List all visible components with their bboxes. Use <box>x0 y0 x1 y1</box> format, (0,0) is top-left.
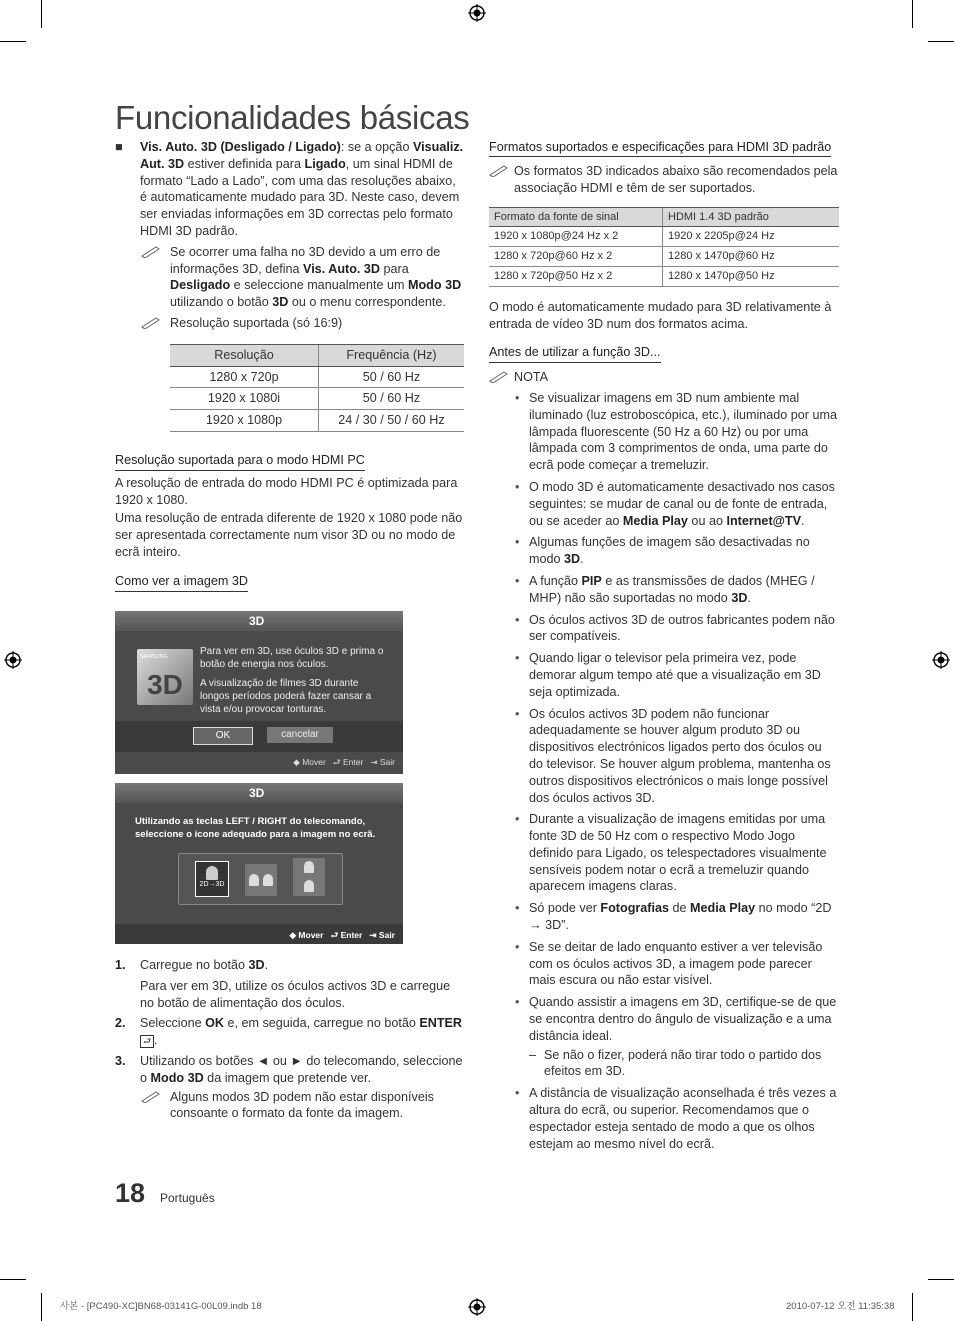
text-bold: OK <box>205 1016 224 1031</box>
step-3-note <box>140 1089 465 1123</box>
text: A função <box>529 573 582 588</box>
text: NOTA <box>514 370 549 385</box>
enter-icon: ⮐ <box>140 1035 154 1048</box>
text: para <box>380 261 409 276</box>
crop-mark <box>41 0 42 28</box>
text: e as transmissões de dados (MHEG / MHP) não são suportadas no modo <box>529 573 815 605</box>
crop-mark <box>912 1293 913 1321</box>
enter-icon: ⮐ <box>332 757 341 767</box>
note-resolution <box>115 315 465 332</box>
list-item <box>489 994 839 1080</box>
list-item <box>489 811 839 895</box>
section-heading: Antes de utilizar a função 3D... <box>489 344 661 363</box>
step-number: 1. <box>115 958 126 972</box>
person-icon <box>263 874 273 886</box>
text: Utilizando os botões ◄ ou ► do telecomando, seleccione o <box>140 1053 463 1085</box>
step-1 <box>115 957 465 1011</box>
vis-auto-paragraph <box>115 139 465 240</box>
page-language: Português <box>160 1191 215 1205</box>
osd-nav-bar <box>290 929 396 942</box>
crop-mark <box>912 0 913 28</box>
nav-move-label: Mover <box>302 757 326 767</box>
text-bold: Vis. Auto. 3D <box>303 261 380 276</box>
text: Só pode ver <box>529 901 601 916</box>
osd-title: 3D <box>115 611 403 631</box>
table-row <box>489 227 839 247</box>
column-header: HDMI 1.4 3D padrão <box>663 207 840 227</box>
note-pencil-icon <box>489 164 509 177</box>
osd-text: Utilizando as teclas LEFT / RIGHT do telecomando, seleccione o ícone adequado para a imagem no ecrã. <box>135 816 376 840</box>
table-cell: 50 / 60 Hz <box>319 388 465 410</box>
text: A distância de visualização aconselhada é três vezes a altura do ecrã, ou superior. Recomendamos que o espectador esteja sentado de modo a que os olhos estejam ao mesmo nível do ecrã. <box>529 1086 837 1151</box>
table-cell: 24 / 30 / 50 / 60 Hz <box>319 410 465 432</box>
table-cell: 1920 x 1080p@24 Hz x 2 <box>489 227 663 247</box>
column-header: Frequência (Hz) <box>319 344 465 366</box>
table-cell: 1280 x 720p <box>170 366 319 388</box>
text: , um sinal HDMI de formato “Lado a Lado”, com uma das resoluções abaixo, é automaticamente mudado para 3D. Neste caso, devem ser enviadas informações em 3D correctas pelo formato HDMI 3D padrão. <box>140 156 460 238</box>
text-bold: Ligado <box>304 156 346 171</box>
note-pencil-icon <box>141 1090 161 1103</box>
table-header-row <box>170 344 464 366</box>
text-bold: 3D <box>731 590 748 605</box>
print-date: 2010-07-12 오전 11:35:38 <box>786 1301 895 1312</box>
text: ou ao <box>687 513 727 528</box>
list-item <box>489 479 839 529</box>
step-3 <box>115 1053 465 1122</box>
table-cell: 1280 x 720p@50 Hz x 2 <box>489 266 663 286</box>
text: e, em seguida, carregue no botão <box>224 1016 420 1031</box>
crop-mark <box>928 41 954 42</box>
note-3d-error <box>115 244 465 311</box>
section-heading: Resolução suportada para o modo HDMI PC <box>115 452 365 471</box>
person-icon <box>304 880 314 892</box>
text: de <box>669 901 691 916</box>
nota-label <box>489 369 839 386</box>
nav-enter-label: Enter <box>340 930 363 940</box>
note-pencil-icon <box>141 245 161 258</box>
text: Durante a visualização de imagens emitidas por uma fonte 3D de 50 Hz com o respectivo Modo Jogo definido para Ligado, os telespectadores visualmente sensíveis podem notar o ecrã a tremeluzir quando aparecem imagens claras. <box>529 812 827 894</box>
paragraph: Uma resolução de entrada diferente de 1920 x 1080 pode não ser apresentada correctamente num visor 3D ou no modo de ecrã inteiro. <box>115 511 463 559</box>
text: : se a opção <box>340 140 410 154</box>
exit-icon: ⇥ <box>369 930 377 940</box>
step-number: 3. <box>115 1053 126 1068</box>
text: ou o menu correspondente. <box>288 295 446 310</box>
text-bold: PIP <box>581 573 602 588</box>
text: Resolução suportada (só 16:9) <box>170 315 343 330</box>
text: Se ocorrer uma falha no 3D devido a um erro de informações 3D, defina <box>170 244 441 276</box>
table-cell: 1280 x 1470p@50 Hz <box>663 266 840 286</box>
dash-icon: – <box>529 1047 537 1062</box>
text: Os óculos activos 3D podem não funcionar adequadamente se houver algum produto 3D ou dispositivos electrónicos ligados perto dos óculos ou do televisor. Se houver algum problema, mantenha os outros dispositivos electrónicos o mais longe possível dos óculos activos 3D. <box>529 706 831 805</box>
move-arrows-icon: ◆ <box>289 930 297 940</box>
move-arrows-icon: ◆ <box>293 757 300 767</box>
text-bold: Desligado <box>170 278 231 293</box>
nav-exit-label: Sair <box>379 757 395 767</box>
hdmi-format-table <box>489 207 839 287</box>
square-bullet-icon: ■ <box>115 140 123 154</box>
text-bold: 3D <box>272 295 289 310</box>
list-item <box>489 706 839 807</box>
right-column <box>489 139 839 1157</box>
list-item <box>489 1085 839 1152</box>
crop-mark <box>0 1279 26 1280</box>
table-header-row <box>489 207 839 227</box>
text: Os óculos activos 3D de outros fabricantes podem não ser compatíveis. <box>529 612 835 644</box>
registration-mark-icon <box>468 4 486 22</box>
table-cell: 1280 x 720p@60 Hz x 2 <box>489 247 663 267</box>
table-row <box>489 266 839 286</box>
como-ver-section <box>115 573 465 592</box>
text: . <box>580 552 584 567</box>
section-heading: Formatos suportados e especificações para HDMI 3D padrão <box>489 139 831 157</box>
left-column <box>115 139 465 592</box>
mode-side-by-side-icon[interactable] <box>245 864 277 896</box>
text: Algumas funções de imagem são desactivadas no modo <box>529 535 810 567</box>
osd-3d-dialog <box>115 611 403 774</box>
table-row <box>170 388 464 410</box>
text: . <box>747 590 751 605</box>
text: utilizando o botão <box>170 295 273 310</box>
osd-text: A visualização de filmes 3D durante longos períodos poderá fazer cansar a vista e/ou provocar tonturas. <box>200 678 372 715</box>
text: Se visualizar imagens em 3D num ambiente mal iluminado (luz estroboscópica, etc.), iluminado por uma lâmpada fluorescente (50 Hz a 60 Hz) ou por uma lâmpada com 3 comprimentos de onda, uma parte do ecrã pode começar a tremeluzir. <box>529 390 837 473</box>
crop-mark <box>0 41 26 42</box>
text-bold: Internet@TV <box>726 513 802 528</box>
nav-move-label: Mover <box>298 930 324 940</box>
person-icon <box>206 866 218 880</box>
text: Se se deitar de lado enquanto estiver a ver televisão com os óculos activos 3D, a imagem pode parecer mais escura ou não estar visível. <box>529 939 823 988</box>
text: . <box>801 513 805 528</box>
note-pencil-icon <box>141 316 161 329</box>
samsung-3d-logo-icon <box>137 649 193 705</box>
text-bold: Visualiz. Aut. 3D <box>140 140 464 171</box>
paragraph: O modo é automaticamente mudado para 3D relativamente à entrada de vídeo 3D num dos formatos acima. <box>489 299 832 331</box>
paragraph: A resolução de entrada do modo HDMI PC é optimizada para 1920 x 1080. <box>115 475 458 507</box>
resolution-table <box>170 344 464 432</box>
section-heading: Como ver a imagem 3D <box>115 573 248 592</box>
crop-mark <box>928 1279 954 1280</box>
mode-icon-panel <box>178 853 343 905</box>
logo-text: SAMSUNG <box>140 654 168 660</box>
crop-mark <box>41 1293 42 1321</box>
nav-enter-label: Enter <box>342 757 364 767</box>
osd-nav-bar <box>293 756 395 769</box>
text-bold: Media Play <box>622 513 688 528</box>
osd-message <box>200 645 390 716</box>
mode-label: 2D→3D <box>199 881 225 888</box>
page-number: 18 <box>115 1178 146 1208</box>
text: . <box>154 1033 158 1048</box>
enter-icon: ⮐ <box>330 930 339 940</box>
list-item <box>489 900 839 934</box>
text-bold: Modo 3D <box>408 278 462 293</box>
list-item <box>489 939 839 989</box>
osd-title: 3D <box>115 783 403 803</box>
page-title: Funcionalidades básicas <box>115 99 470 137</box>
text-bold: Media Play <box>690 901 756 916</box>
text-bold: Fotografias <box>600 901 669 916</box>
formats-note <box>489 163 839 197</box>
registration-mark-icon <box>4 651 22 669</box>
text-bold: Modo 3D <box>150 1070 204 1085</box>
vis-auto-label: Vis. Auto. 3D (Desligado / Ligado) <box>140 140 341 154</box>
registration-mark-icon <box>932 651 950 669</box>
list-item <box>489 612 839 646</box>
text: da imagem que pretende ver. <box>203 1070 372 1085</box>
column-header: Formato da fonte de sinal <box>489 207 663 227</box>
text: Carregue no botão <box>140 958 249 972</box>
text: O modo 3D é automaticamente desactivado nos casos seguintes: se mudar de canal ou de fonte de entrada, ou se aceder ao <box>529 479 835 528</box>
table-cell: 50 / 60 Hz <box>319 366 465 388</box>
person-icon <box>304 861 314 873</box>
registration-mark-icon <box>468 1298 486 1316</box>
sub-item <box>529 1047 839 1081</box>
text: estiver definida para <box>184 156 305 171</box>
step-2 <box>115 1015 465 1049</box>
text: Seleccione <box>140 1016 206 1031</box>
cancel-button[interactable]: cancelar <box>267 727 333 743</box>
osd-3d-mode-select <box>115 783 403 944</box>
text: Os formatos 3D indicados abaixo são recomendados pela associação HDMI e têm de ser suportados. <box>514 164 838 195</box>
step-number: 2. <box>115 1016 126 1031</box>
text: Quando ligar o televisor pela primeira vez, pode demorar algum tempo até que a visualização em 3D seja optimizada. <box>529 651 821 699</box>
print-file-info: 사본 - [PC490-XC]BN68-03141G-00L09.indb 18 <box>60 1301 262 1312</box>
antes-section <box>489 344 839 363</box>
text-bold: ENTER <box>419 1016 463 1031</box>
table-row <box>170 410 464 432</box>
steps-list <box>115 957 465 1122</box>
osd-text: Para ver em 3D, use óculos 3D e prima o botão de energia nos óculos. <box>200 646 384 670</box>
column-header: Resolução <box>170 344 319 366</box>
step-detail: Para ver em 3D, utilize os óculos activos 3D e carregue no botão de alimentação dos óculos. <box>140 978 451 1010</box>
exit-icon: ⇥ <box>370 757 378 767</box>
list-item <box>489 390 839 474</box>
mode-2d-to-3d-icon[interactable] <box>195 861 229 897</box>
notes-list <box>489 390 839 1152</box>
nav-exit-label: Sair <box>378 930 395 940</box>
list-item <box>489 534 839 568</box>
note-pencil-icon <box>489 370 509 383</box>
text: Se não o fizer, poderá não tirar todo o partido dos efeitos em 3D. <box>544 1047 822 1079</box>
text: . <box>264 958 269 972</box>
hdmi-pc-section <box>115 452 465 561</box>
mode-top-bottom-icon[interactable] <box>293 858 325 896</box>
table-row <box>489 247 839 267</box>
logo-3d-text: 3D <box>147 669 183 700</box>
text: Quando assistir a imagens em 3D, certifique-se de que se encontra dentro do ângulo de visualização e a uma distância ideal. <box>529 995 837 1043</box>
list-item <box>489 573 839 607</box>
table-cell: 1920 x 1080p <box>170 410 319 432</box>
table-cell: 1920 x 2205p@24 Hz <box>663 227 840 247</box>
text: e seleccione manualmente um <box>230 278 408 293</box>
person-icon <box>249 874 259 886</box>
text: Alguns modos 3D podem não estar disponíveis consoante o formato da fonte da imagem. <box>170 1089 434 1121</box>
text-bold: 3D <box>248 958 265 972</box>
table-cell: 1920 x 1080i <box>170 388 319 410</box>
text: no modo “2D → 3D”. <box>529 901 832 933</box>
ok-button[interactable]: OK <box>193 727 253 745</box>
table-row <box>170 366 464 388</box>
list-item <box>489 650 839 700</box>
osd-button-bar <box>115 721 403 752</box>
text-bold: 3D <box>564 552 581 567</box>
table-cell: 1280 x 1470p@60 Hz <box>663 247 840 267</box>
